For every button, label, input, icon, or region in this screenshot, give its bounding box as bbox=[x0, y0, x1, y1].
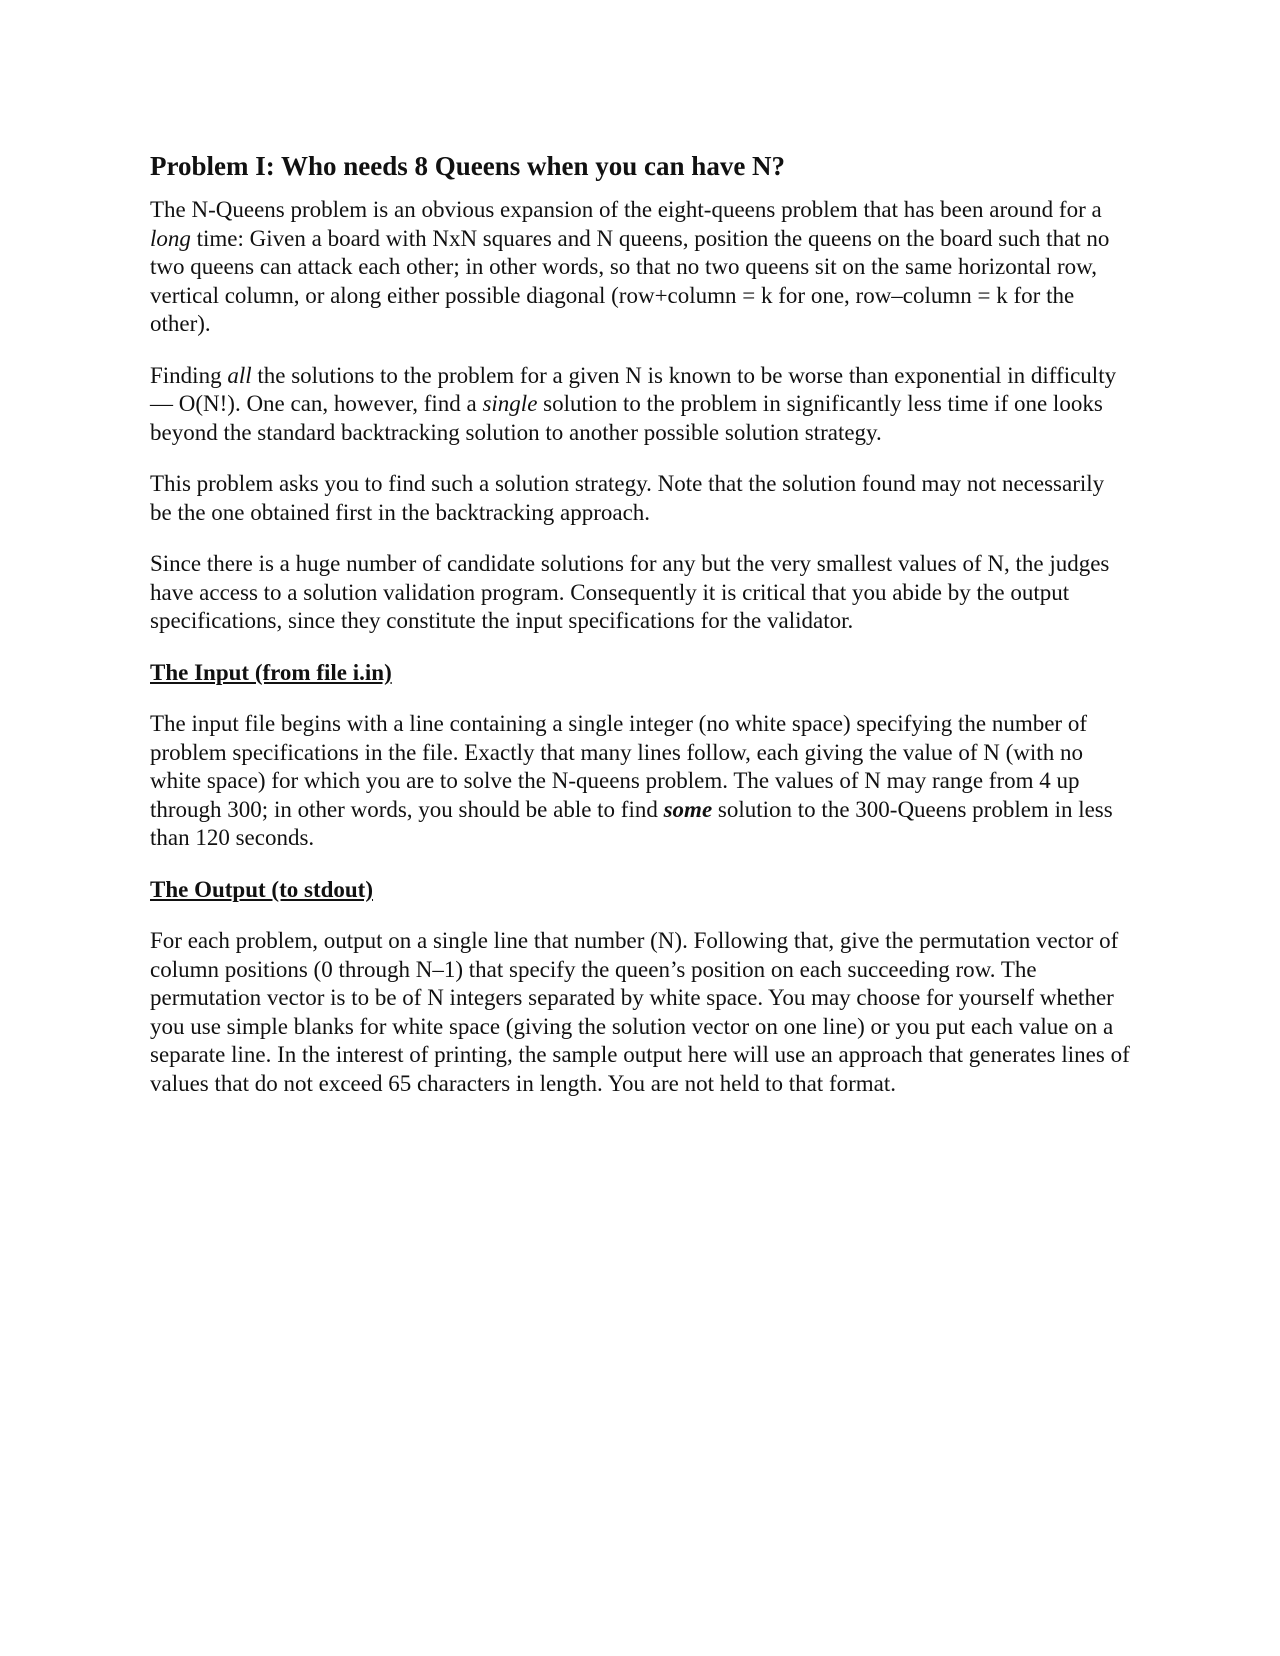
document-page bbox=[150, 150, 1130, 1121]
intro-text-a: The N-Queens problem is an obvious expansion of the eight-queens problem that has been around for a bbox=[150, 197, 1102, 223]
strategy-paragraph: This problem asks you to find such a solution strategy. Note that the solution found may not necessarily be the one obtained first in the backtracking approach. bbox=[150, 471, 1105, 525]
input-text-b: solution to the 300-Queens problem in less than 120 seconds. bbox=[150, 796, 1113, 851]
complexity-emphasis-all: all bbox=[227, 362, 252, 388]
input-paragraph bbox=[150, 710, 1130, 853]
input-emphasis-some: some bbox=[663, 796, 713, 822]
intro-emphasis: long bbox=[150, 225, 191, 251]
complexity-paragraph bbox=[150, 362, 1130, 448]
intro-text-b: time: Given a board with NxN squares and N queens, position the queens on the board such that no two queens can attack each other; in other words, so that no two queens sit on the same horizontal row, vertical column, or along either possible diagonal (row+column = k for one, row–column = k for the other). bbox=[150, 225, 1110, 337]
output-paragraph: For each problem, output on a single line that number (N). Following that, give the permutation vector of column positions (0 through N–1) that specify the queen’s position on each succeeding row. The permutation vector is to be of N integers separated by white space. You may choose for yourself whether you use simple blanks for white space (giving the solution vector on one line) or you put each value on a separate line. In the interest of printing, the sample output here will use an approach that generates lines of values that do not exceed 65 characters in length. You are not held to that format. bbox=[150, 928, 1130, 1096]
complexity-text-c: solution to the problem in significantly less time if one looks beyond the standard backtracking solution to another possible solution strategy. bbox=[150, 391, 1103, 445]
problem-title: Problem I: Who needs 8 Queens when you can have N? bbox=[150, 151, 786, 181]
input-text-a: The input file begins with a line containing a single integer (no white space) specifying the number of problem specifications in the file. Exactly that many lines follow, each giving the value of N (with no white space) for which you are to solve the N-queens problem. The values of N may range from 4 up through 300; in other words, you should be able to find bbox=[150, 711, 1087, 822]
complexity-text-b: the solutions to the problem for a given N is known to be worse than exponential in difficulty — O(N!). One can, however, find a bbox=[150, 362, 1117, 417]
input-heading: The Input (from file i.in) bbox=[150, 659, 392, 685]
intro-paragraph bbox=[150, 196, 1130, 339]
complexity-emphasis-single: single bbox=[482, 391, 538, 417]
output-heading: The Output (to stdout) bbox=[150, 876, 374, 902]
validator-paragraph: Since there is a huge number of candidate solutions for any but the very smallest values of N, the judges have access to a solution validation program. Consequently it is critical that you abide by the output specifications, since they constitute the input specifications for the validator. bbox=[150, 551, 1110, 634]
complexity-text-a: Finding bbox=[150, 362, 228, 388]
